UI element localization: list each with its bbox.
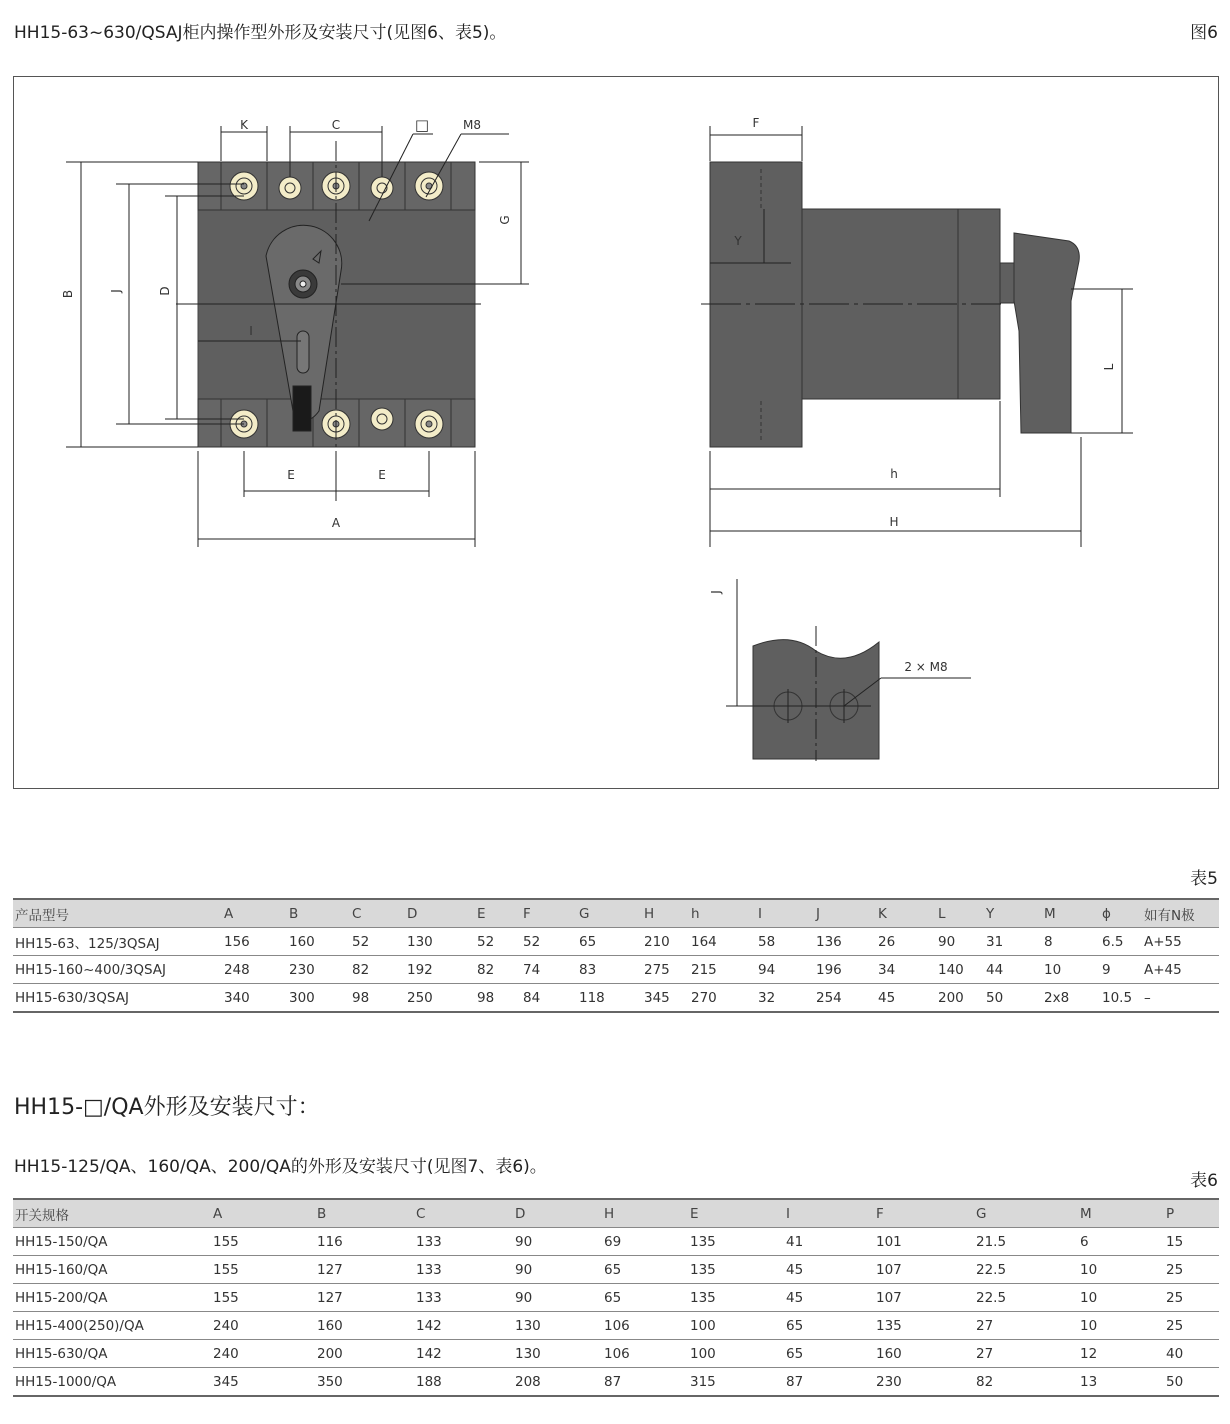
value-cell: 50 [984, 984, 1042, 1013]
value-cell: 100 [688, 1312, 784, 1340]
model-cell: HH15-63、125/3QSAJ [13, 928, 222, 956]
value-cell: 74 [521, 956, 577, 984]
value-cell: 130 [405, 928, 475, 956]
value-cell: 345 [211, 1368, 315, 1397]
value-cell: 106 [602, 1340, 688, 1368]
column-header: H [642, 899, 689, 928]
column-header: M [1042, 899, 1100, 928]
value-cell: 208 [513, 1368, 602, 1397]
value-cell: 240 [211, 1312, 315, 1340]
dim-A: A [331, 516, 341, 530]
column-header: Y [984, 899, 1042, 928]
value-cell: 127 [315, 1284, 414, 1312]
column-header: I [784, 1199, 874, 1228]
column-header: A [211, 1199, 315, 1228]
value-cell: 10 [1042, 956, 1100, 984]
model-cell: HH15-200/QA [13, 1284, 211, 1312]
table6-label: 表6 [1190, 1171, 1218, 1191]
value-cell: 155 [211, 1256, 315, 1284]
column-header: 开关规格 [13, 1199, 211, 1228]
value-cell: 275 [642, 956, 689, 984]
value-cell: 230 [287, 956, 350, 984]
value-cell: 210 [642, 928, 689, 956]
dim-C: C [331, 118, 341, 132]
value-cell: 25 [1164, 1312, 1219, 1340]
value-cell: 254 [814, 984, 876, 1013]
column-header: E [475, 899, 521, 928]
table6 [13, 1198, 1219, 1397]
value-cell: 40 [1164, 1340, 1219, 1368]
value-cell: 52 [350, 928, 405, 956]
value-cell: 98 [350, 984, 405, 1013]
table-row [13, 1228, 1219, 1256]
value-cell: A+45 [1142, 956, 1219, 984]
table5-label: 表5 [1190, 869, 1218, 889]
dim-K: K [240, 118, 248, 132]
dim-J: J [109, 289, 123, 293]
value-cell: 215 [689, 956, 756, 984]
value-cell: 160 [287, 928, 350, 956]
value-cell: 10.5 [1100, 984, 1142, 1013]
model-cell: HH15-630/3QSAJ [13, 984, 222, 1013]
section-intro: HH15-125/QA、160/QA、200/QA的外形及安装尺寸(见图7、表6)。 [14, 1157, 547, 1177]
dim-I: I [249, 324, 253, 338]
value-cell: 10 [1078, 1284, 1164, 1312]
value-cell: 6 [1078, 1228, 1164, 1256]
value-cell: 140 [936, 956, 984, 984]
value-cell: 84 [521, 984, 577, 1013]
value-cell: 248 [222, 956, 287, 984]
dim-H: H [889, 515, 899, 529]
column-header: B [315, 1199, 414, 1228]
model-cell: HH15-160~400/3QSAJ [13, 956, 222, 984]
value-cell: 101 [874, 1228, 974, 1256]
table-row [13, 1340, 1219, 1368]
value-cell: 15 [1164, 1228, 1219, 1256]
value-cell: 133 [414, 1284, 513, 1312]
value-cell: 135 [874, 1312, 974, 1340]
table-row [13, 956, 1219, 984]
value-cell: 27 [974, 1340, 1078, 1368]
value-cell: 300 [287, 984, 350, 1013]
value-cell: 82 [974, 1368, 1078, 1397]
table-row [13, 984, 1219, 1013]
value-cell: 87 [602, 1368, 688, 1397]
value-cell: 107 [874, 1256, 974, 1284]
value-cell: 94 [756, 956, 814, 984]
value-cell: 87 [784, 1368, 874, 1397]
value-cell: 10 [1078, 1256, 1164, 1284]
table-row [13, 1284, 1219, 1312]
value-cell: 136 [814, 928, 876, 956]
column-header: G [577, 899, 642, 928]
dim-square: □ [414, 116, 430, 134]
value-cell: 130 [513, 1340, 602, 1368]
value-cell: 45 [784, 1284, 874, 1312]
value-cell: 135 [688, 1228, 784, 1256]
value-cell: 32 [756, 984, 814, 1013]
dim-Y: Y [734, 234, 742, 248]
column-header: 产品型号 [13, 899, 222, 928]
figure-label: 图6 [1190, 23, 1218, 43]
value-cell: 8 [1042, 928, 1100, 956]
value-cell: 45 [784, 1256, 874, 1284]
value-cell: 315 [688, 1368, 784, 1397]
value-cell: 90 [513, 1284, 602, 1312]
column-header: h [689, 899, 756, 928]
dim-M8: M8 [463, 118, 481, 132]
technical-drawing [13, 76, 1219, 789]
value-cell: 200 [936, 984, 984, 1013]
value-cell: 135 [688, 1256, 784, 1284]
value-cell: 340 [222, 984, 287, 1013]
model-cell: HH15-630/QA [13, 1340, 211, 1368]
value-cell: 127 [315, 1256, 414, 1284]
value-cell: 26 [876, 928, 936, 956]
value-cell: 118 [577, 984, 642, 1013]
dim-D: D [158, 286, 172, 296]
column-header: C [350, 899, 405, 928]
value-cell: 52 [521, 928, 577, 956]
value-cell: 52 [475, 928, 521, 956]
value-cell: 22.5 [974, 1256, 1078, 1284]
value-cell: 65 [602, 1284, 688, 1312]
dim-B: B [61, 289, 75, 299]
value-cell: 240 [211, 1340, 315, 1368]
column-header: J [814, 899, 876, 928]
value-cell: 133 [414, 1228, 513, 1256]
value-cell: 200 [315, 1340, 414, 1368]
value-cell: 196 [814, 956, 876, 984]
table-row [13, 1256, 1219, 1284]
value-cell: 44 [984, 956, 1042, 984]
value-cell: 156 [222, 928, 287, 956]
dim-E1: E [287, 468, 295, 482]
column-header: M [1078, 1199, 1164, 1228]
value-cell: 155 [211, 1228, 315, 1256]
value-cell: 142 [414, 1312, 513, 1340]
table-row [13, 1312, 1219, 1340]
column-header: H [602, 1199, 688, 1228]
value-cell: 25 [1164, 1256, 1219, 1284]
value-cell: 107 [874, 1284, 974, 1312]
value-cell: 142 [414, 1340, 513, 1368]
value-cell: 130 [513, 1312, 602, 1340]
table-row [13, 1368, 1219, 1397]
value-cell: 83 [577, 956, 642, 984]
value-cell: 69 [602, 1228, 688, 1256]
value-cell: 9 [1100, 956, 1142, 984]
value-cell: 2x8 [1042, 984, 1100, 1013]
value-cell: 58 [756, 928, 814, 956]
column-header: K [876, 899, 936, 928]
value-cell: 12 [1078, 1340, 1164, 1368]
column-header: 如有N极 [1142, 899, 1219, 928]
value-cell: 133 [414, 1256, 513, 1284]
column-header: C [414, 1199, 513, 1228]
column-header: I [756, 899, 814, 928]
column-header: G [974, 1199, 1078, 1228]
value-cell: 65 [602, 1256, 688, 1284]
value-cell: 164 [689, 928, 756, 956]
column-header: P [1164, 1199, 1219, 1228]
value-cell: 82 [350, 956, 405, 984]
dim-F: F [752, 116, 760, 130]
value-cell: 230 [874, 1368, 974, 1397]
column-header: B [287, 899, 350, 928]
value-cell: A+55 [1142, 928, 1219, 956]
column-header: D [513, 1199, 602, 1228]
value-cell: 82 [475, 956, 521, 984]
value-cell: 31 [984, 928, 1042, 956]
value-cell: 188 [414, 1368, 513, 1397]
value-cell: 160 [874, 1340, 974, 1368]
model-cell: HH15-1000/QA [13, 1368, 211, 1397]
value-cell: 34 [876, 956, 936, 984]
value-cell: 65 [784, 1340, 874, 1368]
value-cell: 90 [513, 1228, 602, 1256]
value-cell: 13 [1078, 1368, 1164, 1397]
value-cell: 135 [688, 1284, 784, 1312]
value-cell: 90 [513, 1256, 602, 1284]
value-cell: – [1142, 984, 1219, 1013]
value-cell: 10 [1078, 1312, 1164, 1340]
value-cell: 90 [936, 928, 984, 956]
dim-J2: J [709, 590, 723, 594]
value-cell: 65 [577, 928, 642, 956]
dim-L: L [1102, 363, 1116, 371]
value-cell: 22.5 [974, 1284, 1078, 1312]
value-cell: 6.5 [1100, 928, 1142, 956]
value-cell: 98 [475, 984, 521, 1013]
value-cell: 250 [405, 984, 475, 1013]
value-cell: 192 [405, 956, 475, 984]
value-cell: 116 [315, 1228, 414, 1256]
value-cell: 155 [211, 1284, 315, 1312]
dim-h: h [890, 467, 898, 481]
intro-text: HH15-63~630/QSAJ柜内操作型外形及安装尺寸(见图6、表5)。 [14, 23, 507, 43]
dim-G: G [498, 215, 512, 225]
value-cell: 21.5 [974, 1228, 1078, 1256]
dim-2xM8: 2 × M8 [904, 660, 948, 674]
value-cell: 100 [688, 1340, 784, 1368]
model-cell: HH15-150/QA [13, 1228, 211, 1256]
value-cell: 50 [1164, 1368, 1219, 1397]
model-cell: HH15-160/QA [13, 1256, 211, 1284]
column-header: D [405, 899, 475, 928]
column-header: L [936, 899, 984, 928]
value-cell: 45 [876, 984, 936, 1013]
table5 [13, 898, 1219, 1013]
dim-E2: E [378, 468, 386, 482]
value-cell: 25 [1164, 1284, 1219, 1312]
value-cell: 160 [315, 1312, 414, 1340]
column-header: F [874, 1199, 974, 1228]
column-header: E [688, 1199, 784, 1228]
column-header: A [222, 899, 287, 928]
section-heading: HH15-□/QA外形及安装尺寸： [14, 1095, 320, 1120]
column-header: ϕ [1100, 899, 1142, 928]
value-cell: 65 [784, 1312, 874, 1340]
value-cell: 345 [642, 984, 689, 1013]
model-cell: HH15-400(250)/QA [13, 1312, 211, 1340]
table-row [13, 928, 1219, 956]
value-cell: 270 [689, 984, 756, 1013]
value-cell: 27 [974, 1312, 1078, 1340]
value-cell: 41 [784, 1228, 874, 1256]
value-cell: 106 [602, 1312, 688, 1340]
column-header: F [521, 899, 577, 928]
value-cell: 350 [315, 1368, 414, 1397]
